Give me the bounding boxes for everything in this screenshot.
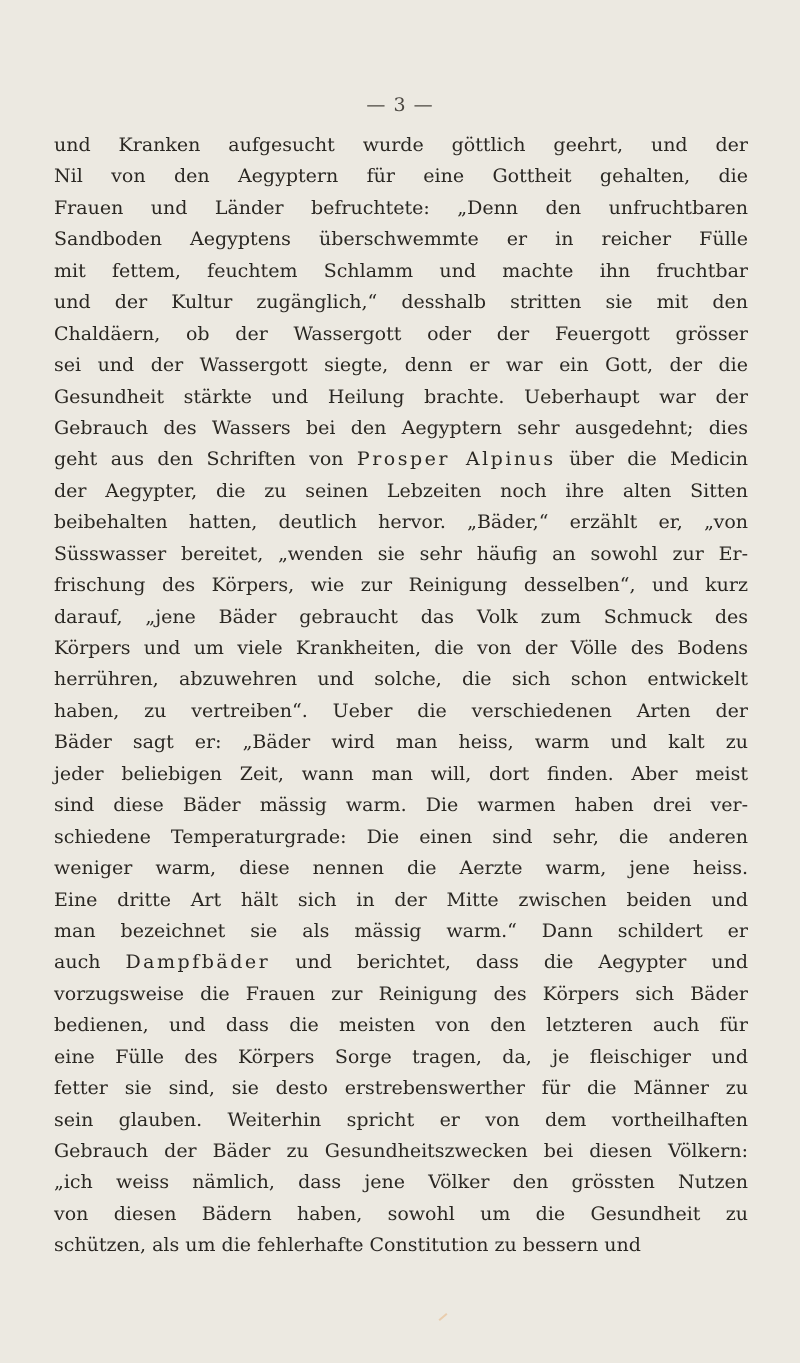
text-line: Süsswasser bereitet, „wenden sie sehr häufig an sowohl zur Er-: [54, 542, 748, 565]
text-line: haben, zu vertreiben“. Ueber die verschiedenen Arten der: [54, 699, 748, 722]
text-line: Gebrauch der Bäder zu Gesundheitszwecken bei diesen Völkern:: [54, 1140, 748, 1162]
text-line: bedienen, und dass die meisten von den letzteren auch für: [54, 1014, 748, 1037]
text-line: sein glauben. Weiterhin spricht er von dem vortheilhaften: [54, 1108, 748, 1131]
text-line: Chaldäern, ob der Wassergott oder der Feuergott grösser: [54, 322, 748, 345]
text-line: herrühren, abzuwehren und solche, die sich schon entwickelt: [54, 668, 748, 691]
text-line: schützen, als um die fehlerhafte Constitution zu bessern und: [54, 1234, 641, 1257]
text-line: „ich weiss nämlich, dass jene Völker den grössten Nutzen: [54, 1171, 748, 1194]
spaced-emphasis: Dampfbäder: [125, 951, 271, 974]
text-line: vorzugsweise die Frauen zur Reinigung des Körpers sich Bäder: [54, 982, 748, 1005]
text-line: fetter sie sind, sie desto erstrebenswerther für die Männer zu: [54, 1077, 748, 1100]
text-line: Gesundheit stärkte und Heilung brachte. Ueberhaupt war der: [54, 385, 748, 408]
text-line: von diesen Bädern haben, sowohl um die Gesundheit zu: [54, 1202, 748, 1225]
text-line: beibehalten hatten, deutlich hervor. „Bäder,“ erzählt er, „von: [54, 511, 748, 534]
text-line: eine Fülle des Körpers Sorge tragen, da, je fleischiger und: [54, 1045, 748, 1068]
text-line: Eine dritte Art hält sich in der Mitte zwischen beiden und: [54, 888, 748, 911]
text-line: und Kranken aufgesucht wurde göttlich geehrt, und der: [54, 134, 748, 156]
text-line: man bezeichnet sie als mässig warm.“ Dann schildert er: [54, 919, 748, 942]
text-line: weniger warm, diese nennen die Aerzte warm, jene heiss.: [54, 857, 748, 880]
text-line: darauf, „jene Bäder gebraucht das Volk zum Schmuck des: [54, 605, 748, 628]
text-line: Bäder sagt er: „Bäder wird man heiss, warm und kalt zu: [54, 731, 748, 754]
text-line: geht aus den Schriften von Prosper Alpinus über die Medicin: [54, 448, 748, 471]
text-line: Körpers und um viele Krankheiten, die von der Völle des Bodens: [54, 637, 748, 659]
text-line: mit fettem, feuchtem Schlamm und machte ihn fruchtbar: [54, 259, 748, 282]
text-line: schiedene Temperaturgrade: Die einen sind sehr, die anderen: [54, 825, 748, 848]
text-line: Nil von den Aegyptern für eine Gottheit gehalten, die: [54, 165, 748, 188]
text-line: sind diese Bäder mässig warm. Die warmen haben drei ver-: [54, 794, 748, 817]
text-line: sei und der Wassergott siegte, denn er war ein Gott, der die: [54, 354, 748, 377]
text-line: auch Dampfbäder und berichtet, dass die Aegypter und: [54, 951, 748, 974]
text-line: Sandboden Aegyptens überschwemmte er in reicher Fülle: [54, 228, 748, 251]
text-line: und der Kultur zugänglich,“ desshalb stritten sie mit den: [54, 291, 748, 314]
text-line: der Aegypter, die zu seinen Lebzeiten noch ihre alten Sitten: [54, 479, 748, 502]
spaced-emphasis: Prosper Alpinus: [356, 448, 556, 471]
text-line: frischung des Körpers, wie zur Reinigung desselben“, und kurz: [54, 574, 748, 597]
page-number: — 3 —: [366, 94, 434, 116]
body-text: [54, 130, 748, 1262]
text-line: Frauen und Länder befruchtete: „Denn den unfruchtbaren: [54, 196, 748, 219]
text-line: jeder beliebigen Zeit, wann man will, dort finden. Aber meist: [54, 762, 748, 785]
ink-smudge: [439, 1313, 448, 1321]
text-line: Gebrauch des Wassers bei den Aegyptern sehr ausgedehnt; dies: [54, 416, 748, 439]
